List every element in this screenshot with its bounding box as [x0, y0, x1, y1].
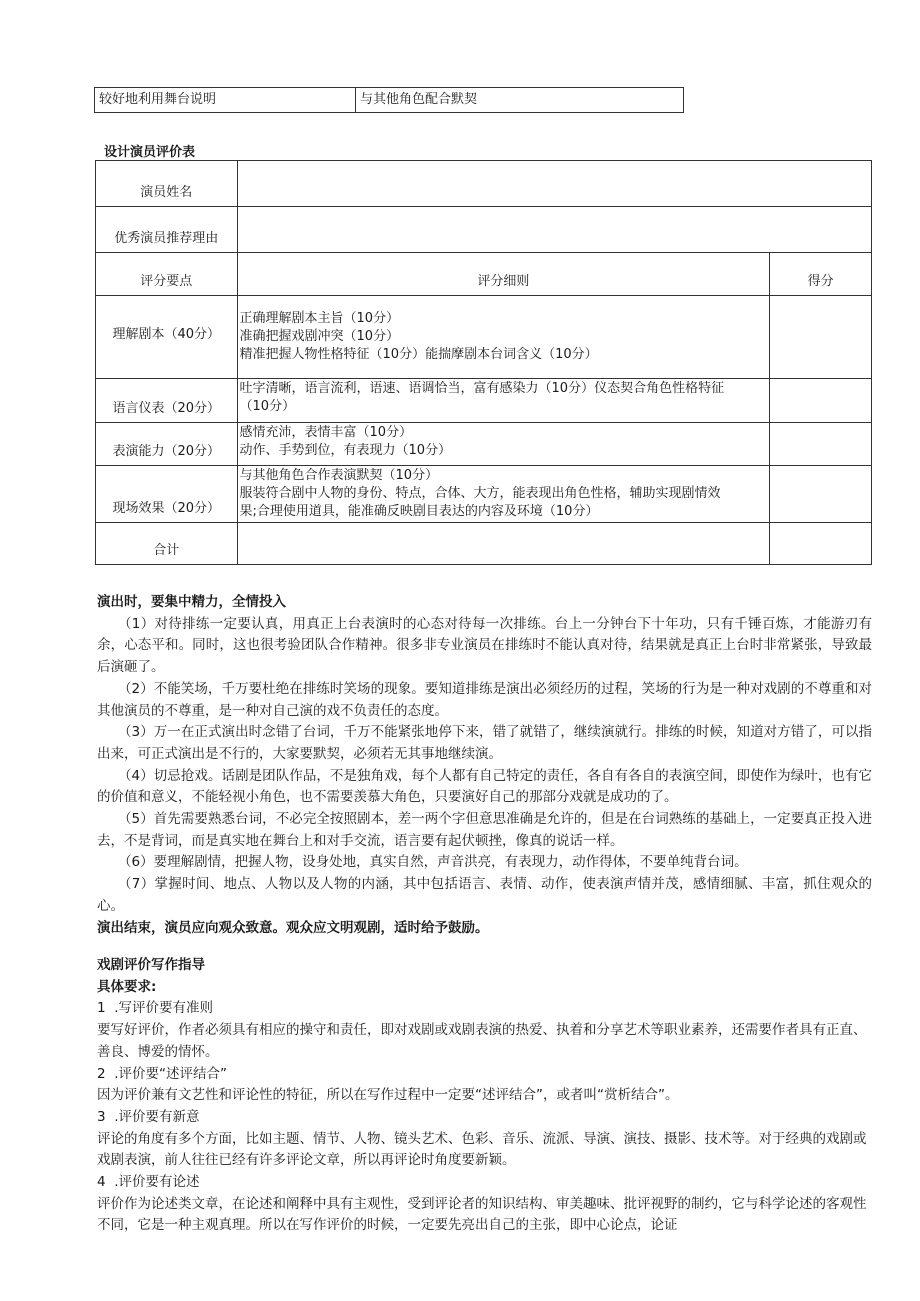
reason-label: 优秀演员推荐理由 — [96, 207, 238, 253]
performance-paragraph: （1）对待排练一定要认真，用真正上台表演时的心态对待每一次排练。台上一分钟台下十年功，只有千锤百炼，才能游刃有余，心态平和。同时，这也很考验团队合作精神。很多非专业演员在排练时不能认真对待，结果就是真正上台时非常紧张，导致最后演砸了。 — [97, 615, 872, 676]
performance-heading: 演出时，要集中精力，全情投入 — [97, 594, 286, 610]
detail-line: 准确把握戏剧冲突（10分） — [239, 329, 400, 344]
performance-paragraph: （3）万一在正式演出时念错了台词，千万不能紧张地停下来，错了就错了，继续演就行。排练的时候，知道对方错了，可以指出来，可正式演出是不行的，大家要默契，必须若无其事地继续演。 — [97, 724, 872, 762]
detail-line: 服装符合剧中人物的身份、特点，合体、大方，能表现出角色性格，辅助实现剧情效 — [239, 486, 721, 501]
detail-line: 吐字清晰，语言流利，语速、语调恰当，富有感染力（10分）仪态契合角色性格特征 — [239, 381, 725, 396]
guide-item-text: 要写好评价，作者必须具有相应的操守和责任，即对戏剧或戏剧表演的热爱、执着和分享艺术等职业素养，还需要作者具有正直、善良、博爱的情怀。 — [97, 1022, 867, 1060]
guide-item-heading — [97, 1107, 872, 1129]
row-detail — [237, 423, 770, 466]
detail-line: （10分） — [239, 399, 296, 414]
detail-line: 动作、手势到位，有表现力（10分） — [239, 443, 452, 458]
guide-item-heading — [97, 1064, 872, 1086]
top-table — [94, 87, 684, 113]
detail-line: 果;合理使用道具，能准确反映剧目表达的内容及环境（10分） — [239, 504, 599, 519]
performance-paragraph: （4）切忌抢戏。话剧是团队作品，不是独角戏，每个人都有自己特定的责任，各自有各自的表演空间，即使作为绿叶，也有它的价值和意义，不能轻视小角色，也不需要羡慕大角色，只要演好自己的那部分戏就是成功的了。 — [97, 767, 872, 806]
row-point: 理解剧本（40分） — [96, 296, 238, 379]
item-number: 4 — [97, 1174, 106, 1191]
total-detail-cell — [237, 523, 770, 565]
guide-item-heading — [97, 998, 872, 1020]
score-cell — [770, 296, 872, 379]
name-label: 演员姓名 — [96, 161, 238, 207]
row-point: 表演能力（20分） — [96, 423, 238, 466]
score-cell — [770, 379, 872, 423]
guide-item-text: 评论的角度有多个方面，比如主题、情节、人物、镜头艺术、色彩、音乐、流派、导演、演技、摄影、技术等。对于经典的戏剧或戏剧表演，前人往往已经有许多评论文章，所以再评论时角度要新颖。 — [97, 1130, 867, 1169]
score-cell — [770, 466, 872, 523]
performance-closing: 演出结束，演员应向观众致意。观众应文明观剧，适时给予鼓励。 — [97, 919, 489, 936]
row-detail — [237, 296, 770, 379]
guide-section — [97, 955, 872, 1237]
item-title: .评价要“述评结合” — [114, 1065, 227, 1082]
guide-title: 戏剧评价写作指导 — [97, 957, 205, 973]
performance-paragraph: （5）首先需要熟悉台词，不必完全按照剧本，差一两个字但意思准确是允许的，但是在台词熟练的基础上，一定要真正投入进去，不是背词，而是真实地在舞台上和对手交流，语言要有起伏顿挫，像真的说话一样。 — [97, 811, 872, 849]
header-detail: 评分细则 — [237, 253, 770, 296]
row-point: 现场效果（20分） — [96, 466, 238, 523]
guide-req-label: 具体要求: — [97, 978, 157, 995]
name-value-cell — [237, 161, 871, 207]
performance-paragraph: （7）掌握时间、地点、人物以及人物的内涵，其中包括语言、表情、动作，使表演声情并茂，感情细腻、丰富，抓住观众的心。 — [97, 876, 872, 914]
performance-section — [97, 592, 872, 939]
item-title: .评价要有新意 — [114, 1108, 200, 1125]
item-title: .写评价要有准则 — [114, 1000, 213, 1017]
performance-paragraph: （6）要理解剧情，把握人物，设身处地，真实自然，声音洪亮，有表现力，动作得体，不要单纯背台词。 — [118, 854, 748, 871]
detail-line: 与其他角色合作表演默契（10分） — [239, 468, 439, 483]
detail-line: 正确理解剧本主旨（10分） — [239, 311, 400, 326]
item-title: .评价要有论述 — [114, 1174, 200, 1191]
reason-value-cell — [237, 207, 871, 253]
guide-item-text: 评价作为论述类文章，在论述和阐释中具有主观性，受到评论者的知识结构、审美趣味、批评视野的制约，它与科学论述的客观性不同，它是一种主观真理。所以在写作评价的时候，一定要先亮出自己的主张，即中心论点，论证 — [97, 1195, 867, 1234]
performance-paragraph: （2）不能笑场，千万要杜绝在排练时笑场的现象。要知道排练是演出必须经历的过程，笑场的行为是一种对戏剧的不尊重和对其他演员的不尊重，是一种对自己演的戏不负责任的态度。 — [97, 680, 872, 719]
total-label: 合计 — [96, 523, 238, 565]
eval-table-title: 设计演员评价表 — [104, 145, 196, 160]
row-detail — [237, 379, 770, 423]
guide-item-heading — [97, 1172, 872, 1194]
item-number: 3 — [97, 1108, 106, 1125]
row-point: 语言仪表（20分） — [96, 379, 238, 423]
total-score-cell — [770, 523, 872, 565]
top-cell-1: 较好地利用舞台说明 — [95, 88, 356, 113]
header-score: 得分 — [770, 253, 872, 296]
eval-table — [95, 160, 872, 565]
row-detail — [237, 466, 770, 523]
score-cell — [770, 423, 872, 466]
item-number: 2 — [97, 1065, 106, 1082]
detail-line: 精准把握人物性格特征（10分）能揣摩剧本台词含义（10分） — [239, 347, 598, 362]
item-number: 1 — [97, 1000, 106, 1017]
guide-item-text: 因为评价兼有文艺性和评论性的特征，所以在写作过程中一定要“述评结合”，或者叫“赏析结合”。 — [97, 1087, 679, 1104]
top-cell-2: 与其他角色配合默契 — [356, 88, 684, 113]
header-point: 评分要点 — [96, 253, 238, 296]
detail-line: 感情充沛，表情丰富（10分） — [239, 425, 413, 440]
